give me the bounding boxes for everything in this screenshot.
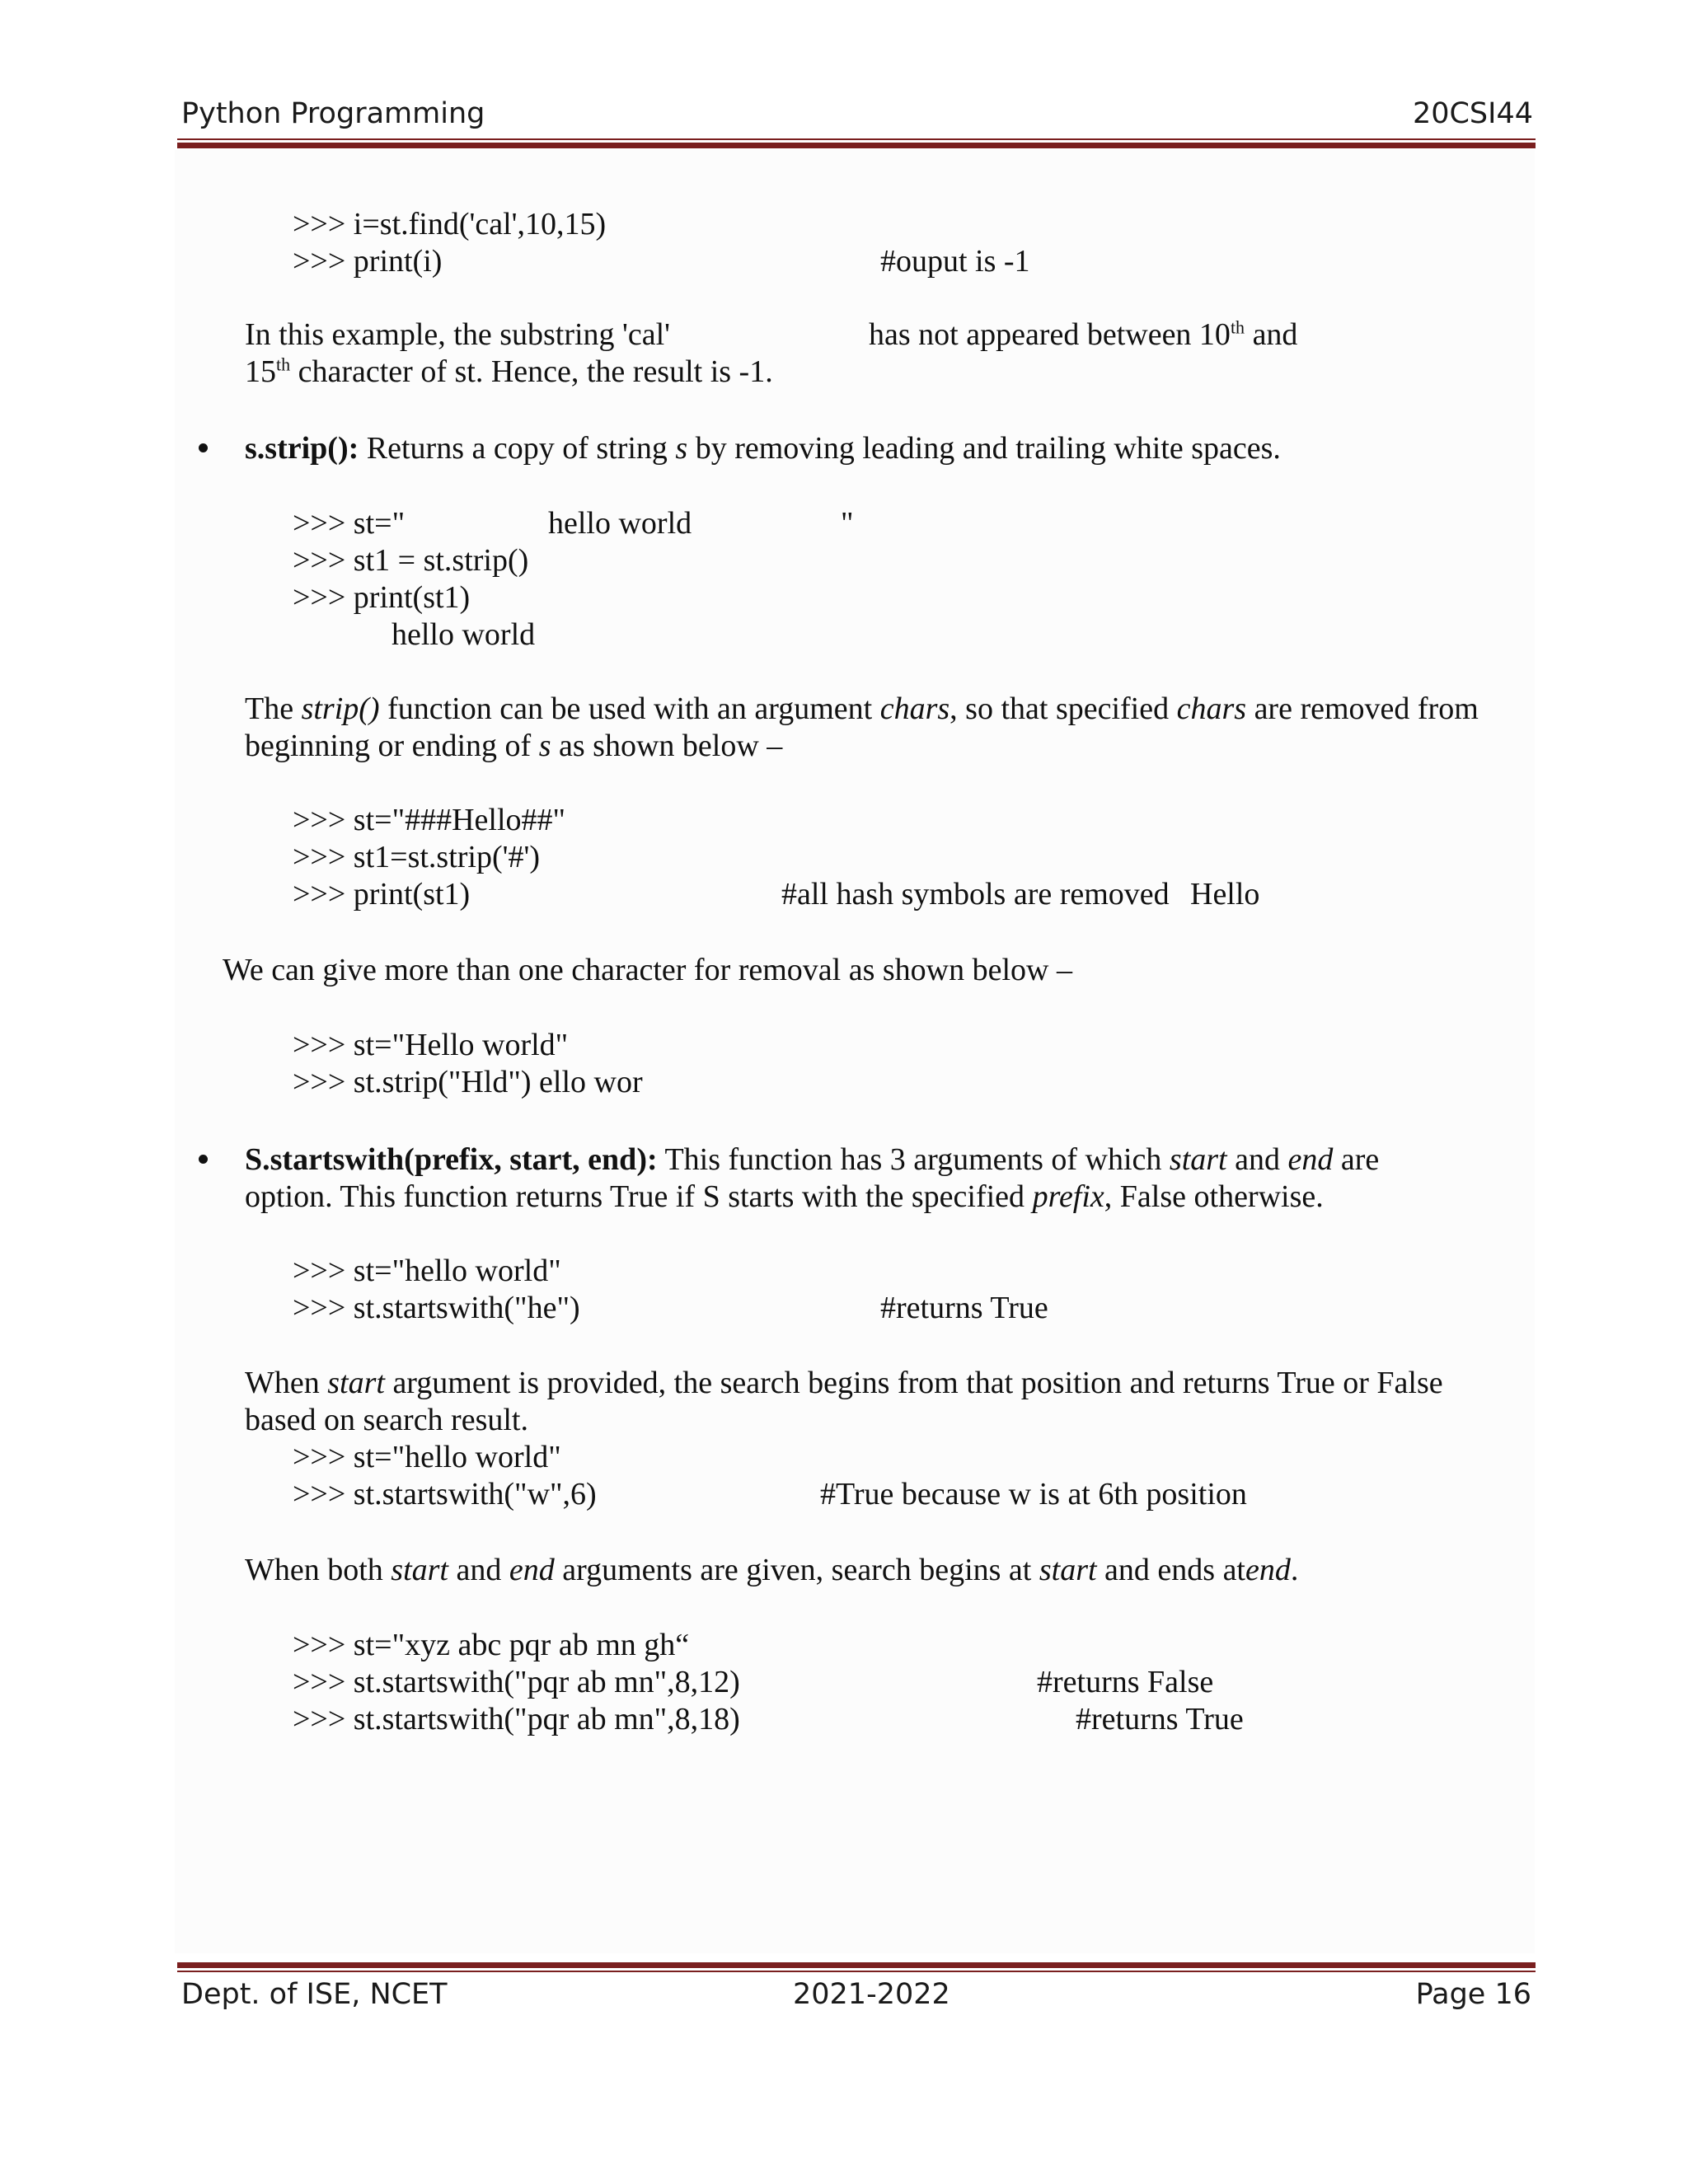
code-output: hello world <box>392 617 536 652</box>
code-line: >>> st.strip("Hld") ello wor <box>293 1065 643 1099</box>
code-comment: #all hash symbols are removed <box>781 877 1170 912</box>
code-line: >>> st.startswith("w",6) <box>293 1477 597 1511</box>
code-line: >>> st1=st.strip('#') <box>293 840 540 874</box>
code-line: >>> st="Hello world" <box>293 1028 569 1062</box>
paragraph-line: option. This function returns True if S starts with the specified prefix, False otherwise. <box>245 1179 1324 1214</box>
paragraph-line: based on search result. <box>245 1403 528 1437</box>
code-comment: #returns False <box>1037 1665 1214 1699</box>
method-description: s.strip(): Returns a copy of string s by removing leading and trailing white spaces. <box>245 431 1281 466</box>
footer-page-number: Page 16 <box>1415 1978 1531 2011</box>
code-line: >>> st="xyz abc pqr ab mn gh“ <box>293 1628 690 1662</box>
code-line: >>> i=st.find('cal',10,15) <box>293 207 607 241</box>
paragraph-line: has not appeared between 10th and <box>869 316 1298 352</box>
paragraph-line: When both start and end arguments are given, search begins at start and ends atend. <box>245 1553 1299 1587</box>
code-line: >>> st="hello world" <box>293 1440 561 1474</box>
paragraph-line: 15th character of st. Hence, the result is -1. <box>245 354 773 389</box>
code-comment: #returns True <box>880 1291 1048 1325</box>
method-description: S.startswith(prefix, start, end): This function has 3 arguments of which start and end are <box>245 1142 1380 1177</box>
code-line: >>> st.startswith("pqr ab mn",8,18) <box>293 1702 740 1736</box>
paragraph-line: The strip() function can be used with an argument chars, so that specified chars are removed from <box>245 691 1479 726</box>
footer-rule-thin <box>177 1971 1536 1972</box>
paragraph-line: When start argument is provided, the search begins from that position and returns True or False <box>245 1366 1443 1400</box>
code-line: " <box>841 506 854 541</box>
bullet-icon <box>199 1155 208 1164</box>
header-title: Python Programming <box>181 97 485 130</box>
code-line: >>> print(i) <box>293 244 443 279</box>
code-comment: #ouput is -1 <box>880 244 1030 279</box>
code-line: >>> st.startswith("he") <box>293 1291 580 1325</box>
header-course-code: 20CSI44 <box>1412 97 1533 130</box>
code-line: >>> st1 = st.strip() <box>293 543 529 578</box>
footer-rule-thick <box>177 1962 1536 1968</box>
code-output: Hello <box>1190 877 1260 912</box>
bullet-icon <box>199 443 208 452</box>
code-line: >>> st="hello world" <box>293 1254 561 1288</box>
code-line: >>> st.startswith("pqr ab mn",8,12) <box>293 1665 740 1699</box>
code-comment: #True because w is at 6th position <box>820 1477 1247 1511</box>
code-line: >>> print(st1) <box>293 877 471 912</box>
code-line: >>> print(st1) <box>293 580 471 615</box>
header-rule-thick <box>177 143 1536 148</box>
paragraph-line: We can give more than one character for removal as shown below – <box>223 953 1072 987</box>
paragraph-line: beginning or ending of s as shown below – <box>245 729 783 763</box>
code-line: hello world <box>548 506 692 541</box>
code-comment: #returns True <box>1076 1702 1244 1736</box>
header-rule-thin <box>177 138 1536 140</box>
code-line: >>> st=" <box>293 506 406 541</box>
footer-department: Dept. of ISE, NCET <box>181 1978 448 2011</box>
footer-year: 2021-2022 <box>793 1978 950 2011</box>
code-line: >>> st="###Hello##" <box>293 803 566 837</box>
paragraph-line: In this example, the substring 'cal' <box>245 317 671 352</box>
